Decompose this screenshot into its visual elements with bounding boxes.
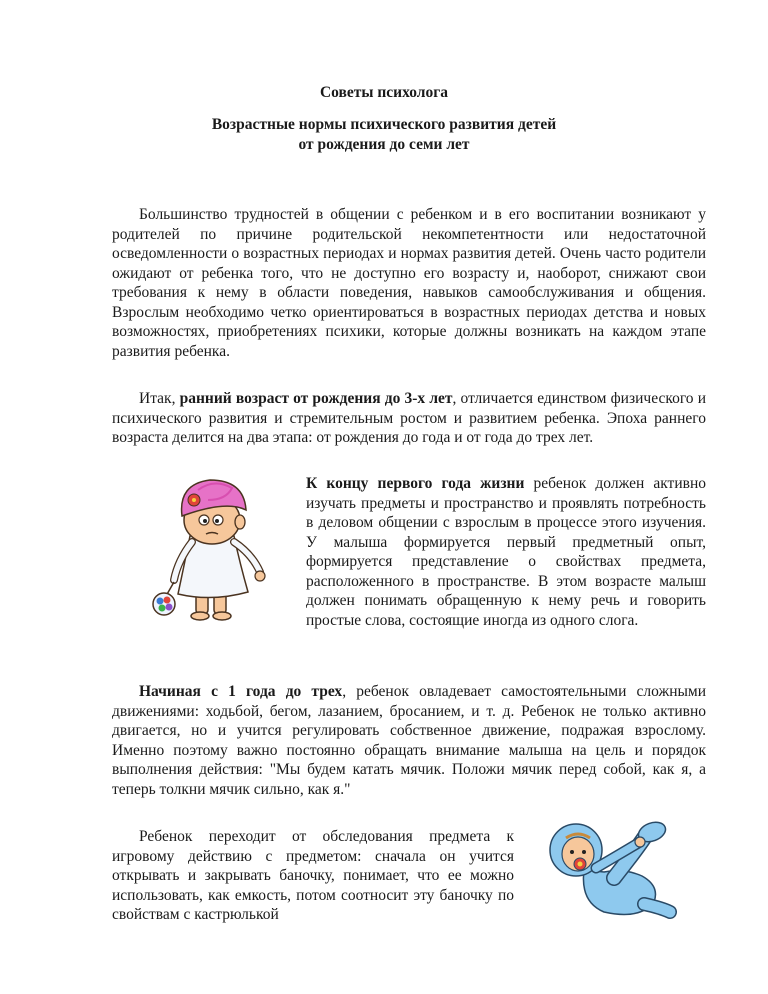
- one-to-three-bold: Начиная с 1 года до трех: [139, 683, 343, 700]
- title-line-1: Возрастные нормы психического развития детей: [211, 116, 557, 133]
- first-year-rest: ребенок должен активно изучать предметы и пространство и проявлять потребность в деловом общении с взрослым в процессе этого изучения. У малыша формируется первый предметный опыт, формируется представление о свойствах предмета, расположенного в пространстве. В этом возрасте малыш должен понимать обращенную к нему речь и говорить простые слова, состоящие иногда из одного слога.: [306, 475, 706, 629]
- toddler-with-rattle-illustration: [148, 476, 270, 626]
- baby-holding-foot-illustration: [544, 816, 678, 920]
- early-bold: ранний возраст от рождения до 3-х лет: [179, 390, 453, 407]
- paragraph-one-to-three: [112, 682, 706, 799]
- early-prefix: Итак,: [139, 390, 180, 407]
- paragraph-early-age: [112, 389, 706, 448]
- paragraph-first-year: [306, 474, 706, 630]
- section-heading: Советы психолога: [319, 84, 449, 101]
- title-line-2: от рождения до семи лет: [298, 136, 470, 153]
- first-year-bold: К концу первого года жизни: [306, 475, 525, 492]
- early-rest: , отличается единством физического и психического развития и стремительным ростом и развитием ребенка. Эпоха раннего возраста делится на два этапа: от рождения до года и от года до трех лет.: [112, 390, 706, 446]
- paragraph-last: Ребенок переходит от обследования предмета к игровому действию с предметом: сначала он учится открывать и закрывать баночку, понимает, что ее можно использовать, как емкость, потом соотносит эту баночку по свойствам с кастрюлькой: [112, 828, 514, 923]
- paragraph-intro: Большинство трудностей в общении с ребенком и в его воспитании возникают у родителей по причине родительской некомпетентности или недостаточной осведомленности о возрастных периодах и нормах развития детей. Очень часто родители ожидают от ребенка того, что не доступно его возрасту и, наоборот, снижают свои требования к нему в области поведения, навыков самообслуживания и общения. Взрослым необходимо четко ориентироваться в возрастных периодах детства и новых возможностях, приобретениях психики, которые должны возникать на каждом этапе развития ребенка.: [112, 206, 706, 360]
- one-to-three-rest: , ребенок овладевает самостоятельными сложными движениями: ходьбой, бегом, лазанием, бросанием, и т. д. Ребенок не только активно двигается, но и учится регулировать собственное движение, подражая взрослому. Именно поэтому важно постоянно обращать внимание малыша на цель и порядок выполнения действия: "Мы будем катать мячик. Положи мячик перед собой, как я, а теперь толкни мячик сильно, как я.": [112, 683, 707, 798]
